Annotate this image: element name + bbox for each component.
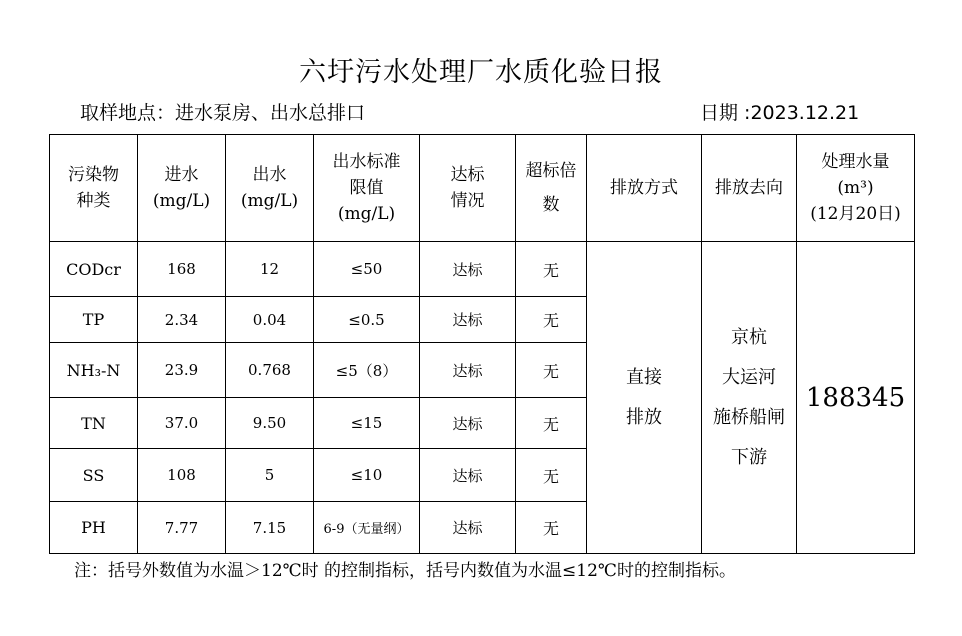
report-date: 日期 :2023.12.21 [700,102,860,124]
exceed-cell: 无 [516,398,587,449]
exceed-cell: 无 [516,297,587,343]
outflow-cell: 0.04 [226,297,314,343]
header-discharge-dest: 排放去向 [702,135,797,242]
pollutant-cell: TN [50,398,138,449]
pollutant-cell: PH [50,502,138,554]
header-volume: 处理水量 (m³) (12月20日) [797,135,915,242]
status-cell: 达标 [420,502,516,554]
exceed-cell: 无 [516,343,587,398]
inflow-cell: 7.77 [138,502,226,554]
header-limit: 出水标准 限值 (mg/L) [314,135,420,242]
status-cell: 达标 [420,297,516,343]
status-cell: 达标 [420,343,516,398]
limit-cell: ≤15 [314,398,420,449]
sampling-location: 取样地点：进水泵房、出水总排口 [80,102,366,124]
footnote: 注：括号外数值为水温＞12℃时 的控制指标，括号内数值为水温≤12℃时的控制指标。 [74,561,736,581]
status-cell: 达标 [420,449,516,502]
limit-cell: ≤0.5 [314,297,420,343]
outflow-cell: 5 [226,449,314,502]
limit-cell: ≤10 [314,449,420,502]
inflow-cell: 2.34 [138,297,226,343]
outflow-cell: 0.768 [226,343,314,398]
outflow-cell: 7.15 [226,502,314,554]
discharge-method-cell: 直接 排放 [587,242,702,554]
discharge-dest-cell: 京杭 大运河 施桥船闸 下游 [702,242,797,554]
water-quality-table [49,134,915,554]
outflow-cell: 12 [226,242,314,297]
inflow-cell: 37.0 [138,398,226,449]
header-discharge-method: 排放方式 [587,135,702,242]
exceed-cell: 无 [516,242,587,297]
limit-cell: 6-9（无量纲） [314,502,420,554]
inflow-cell: 168 [138,242,226,297]
header-outflow: 出水 (mg/L) [226,135,314,242]
pollutant-cell: CODcr [50,242,138,297]
exceed-cell: 无 [516,502,587,554]
pollutant-cell: SS [50,449,138,502]
exceed-cell: 无 [516,449,587,502]
limit-cell: ≤50 [314,242,420,297]
outflow-cell: 9.50 [226,398,314,449]
report-title: 六圩污水处理厂水质化验日报 [299,57,663,88]
header-inflow: 进水 (mg/L) [138,135,226,242]
status-cell: 达标 [420,398,516,449]
inflow-cell: 108 [138,449,226,502]
header-pollutant: 污染物 种类 [50,135,138,242]
status-cell: 达标 [420,242,516,297]
treated-volume-cell: 188345 [797,242,915,554]
header-exceed: 超标倍 数 [516,135,587,242]
limit-cell: ≤5（8） [314,343,420,398]
header-status: 达标 情况 [420,135,516,242]
table-row [50,242,915,297]
header-row [50,135,915,242]
inflow-cell: 23.9 [138,343,226,398]
pollutant-cell: TP [50,297,138,343]
pollutant-cell: NH₃-N [50,343,138,398]
